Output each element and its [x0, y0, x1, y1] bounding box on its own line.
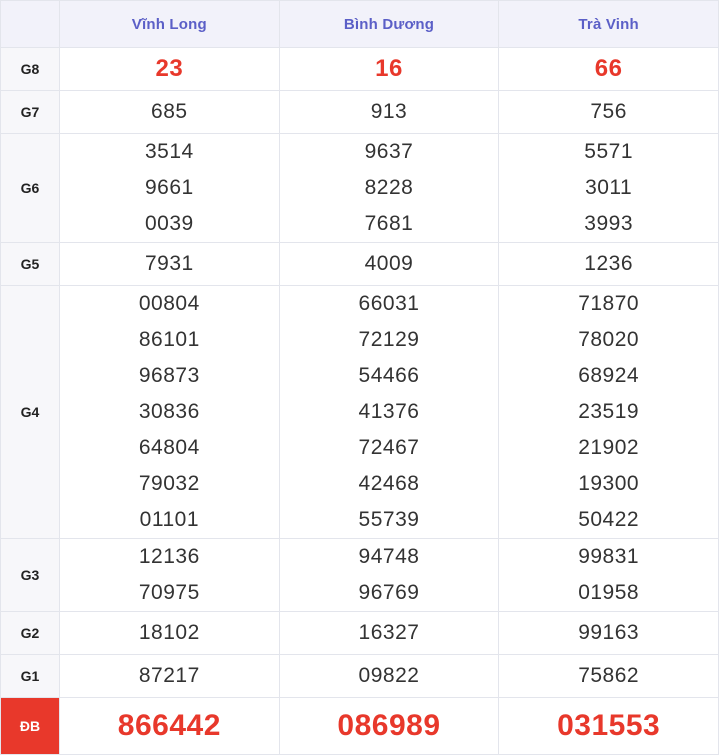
prize-label: G1: [1, 655, 60, 698]
table-row: [1, 612, 719, 655]
prize-numbers-cell: [499, 286, 719, 539]
prize-numbers-cell: [60, 48, 280, 91]
prize-number: 00804: [138, 292, 200, 315]
table-header-row: [1, 1, 719, 48]
prize-label: G3: [1, 539, 60, 612]
table-row: [1, 286, 719, 539]
prize-numbers-cell: [499, 243, 719, 286]
prize-numbers-cell: [60, 134, 280, 243]
prize-number: 3514: [144, 140, 194, 163]
table-row: [1, 243, 719, 286]
prize-numbers-cell: [279, 91, 499, 134]
prize-number: 3011: [585, 176, 633, 199]
prize-number: 87217: [138, 664, 200, 687]
prize-number: 3993: [584, 212, 634, 235]
prize-number: 64804: [138, 436, 200, 459]
prize-numbers-cell: [499, 655, 719, 698]
prize-numbers-cell: [499, 134, 719, 243]
prize-numbers-cell: [499, 612, 719, 655]
prize-numbers-cell: [499, 698, 719, 755]
prize-number: 50422: [578, 508, 640, 531]
prize-number: 68924: [578, 364, 640, 387]
prize-number: 16327: [358, 621, 420, 644]
prize-number: 78020: [578, 328, 640, 351]
table-header: [1, 1, 719, 48]
table-row: [1, 655, 719, 698]
prize-numbers-cell: [279, 698, 499, 755]
column-header-tra-vinh: Trà Vinh: [499, 1, 719, 48]
prize-number: 99831: [578, 545, 640, 568]
prize-numbers-cell: [279, 243, 499, 286]
prize-number: 5571: [584, 140, 634, 163]
prize-number: 66: [594, 55, 623, 82]
prize-number: 1236: [584, 252, 634, 275]
prize-number: 756: [590, 100, 627, 123]
prize-number: 70975: [138, 581, 200, 604]
prize-number: 42468: [358, 472, 420, 495]
table-corner-cell: [1, 1, 60, 48]
prize-number: 94748: [358, 545, 420, 568]
table-row: [1, 698, 719, 755]
prize-number: 866442: [117, 709, 221, 742]
prize-numbers-cell: [60, 539, 280, 612]
prize-number: 99163: [578, 621, 640, 644]
prize-number: 8228: [364, 176, 414, 199]
prize-number: 55739: [358, 508, 420, 531]
prize-number: 9661: [144, 176, 194, 199]
prize-numbers-cell: [60, 655, 280, 698]
prize-label: G2: [1, 612, 60, 655]
prize-number: 41376: [358, 400, 420, 423]
prize-number: 23519: [578, 400, 640, 423]
table-row: [1, 539, 719, 612]
table-row: [1, 134, 719, 243]
prize-number: 72129: [358, 328, 420, 351]
prize-numbers-cell: [279, 48, 499, 91]
prize-number: 913: [370, 100, 408, 123]
prize-number: 18102: [138, 621, 200, 644]
prize-numbers-cell: [60, 612, 280, 655]
column-header-binh-duong: Bình Dương: [279, 1, 499, 48]
prize-number: 96769: [358, 581, 420, 604]
prize-number: 21902: [578, 436, 640, 459]
prize-number: 23: [155, 55, 184, 82]
prize-number: 4009: [364, 252, 414, 275]
prize-number: 71870: [578, 292, 640, 315]
prize-numbers-cell: [60, 698, 280, 755]
prize-numbers-cell: [499, 91, 719, 134]
prize-number: 7681: [364, 212, 414, 235]
prize-number: 7931: [144, 252, 194, 275]
prize-number: 86101: [138, 328, 200, 351]
prize-number: 96873: [138, 364, 200, 387]
prize-label: G5: [1, 243, 60, 286]
prize-number: 685: [151, 100, 188, 123]
prize-number: 72467: [358, 436, 420, 459]
prize-label: G7: [1, 91, 60, 134]
prize-number: 79032: [138, 472, 200, 495]
prize-numbers-cell: [499, 539, 719, 612]
prize-number: 16: [375, 55, 403, 82]
prize-numbers-cell: [499, 48, 719, 91]
prize-number: 01958: [578, 581, 640, 604]
prize-number: 75862: [578, 664, 640, 687]
prize-label: G6: [1, 134, 60, 243]
prize-number: 30836: [138, 400, 200, 423]
prize-number: 031553: [557, 709, 661, 742]
prize-numbers-cell: [60, 243, 280, 286]
prize-numbers-cell: [279, 655, 499, 698]
prize-number: 09822: [358, 664, 420, 687]
table-row: [1, 48, 719, 91]
prize-label: G8: [1, 48, 60, 91]
prize-numbers-cell: [60, 286, 280, 539]
prize-numbers-cell: [279, 134, 499, 243]
prize-number: 54466: [358, 364, 420, 387]
prize-label: ĐB: [1, 698, 60, 755]
prize-number: 01101: [139, 508, 199, 531]
prize-label: G4: [1, 286, 60, 539]
prize-number: 0039: [144, 212, 194, 235]
prize-number: 086989: [337, 709, 441, 742]
prize-numbers-cell: [279, 612, 499, 655]
column-header-vinh-long: Vĩnh Long: [60, 1, 280, 48]
prize-number: 12136: [138, 545, 200, 568]
prize-number: 9637: [364, 140, 414, 163]
prize-numbers-cell: [279, 286, 499, 539]
prize-number: 19300: [578, 472, 640, 495]
prize-numbers-cell: [279, 539, 499, 612]
table-row: [1, 91, 719, 134]
table-body: [1, 48, 719, 755]
prize-number: 66031: [358, 292, 420, 315]
prize-numbers-cell: [60, 91, 280, 134]
